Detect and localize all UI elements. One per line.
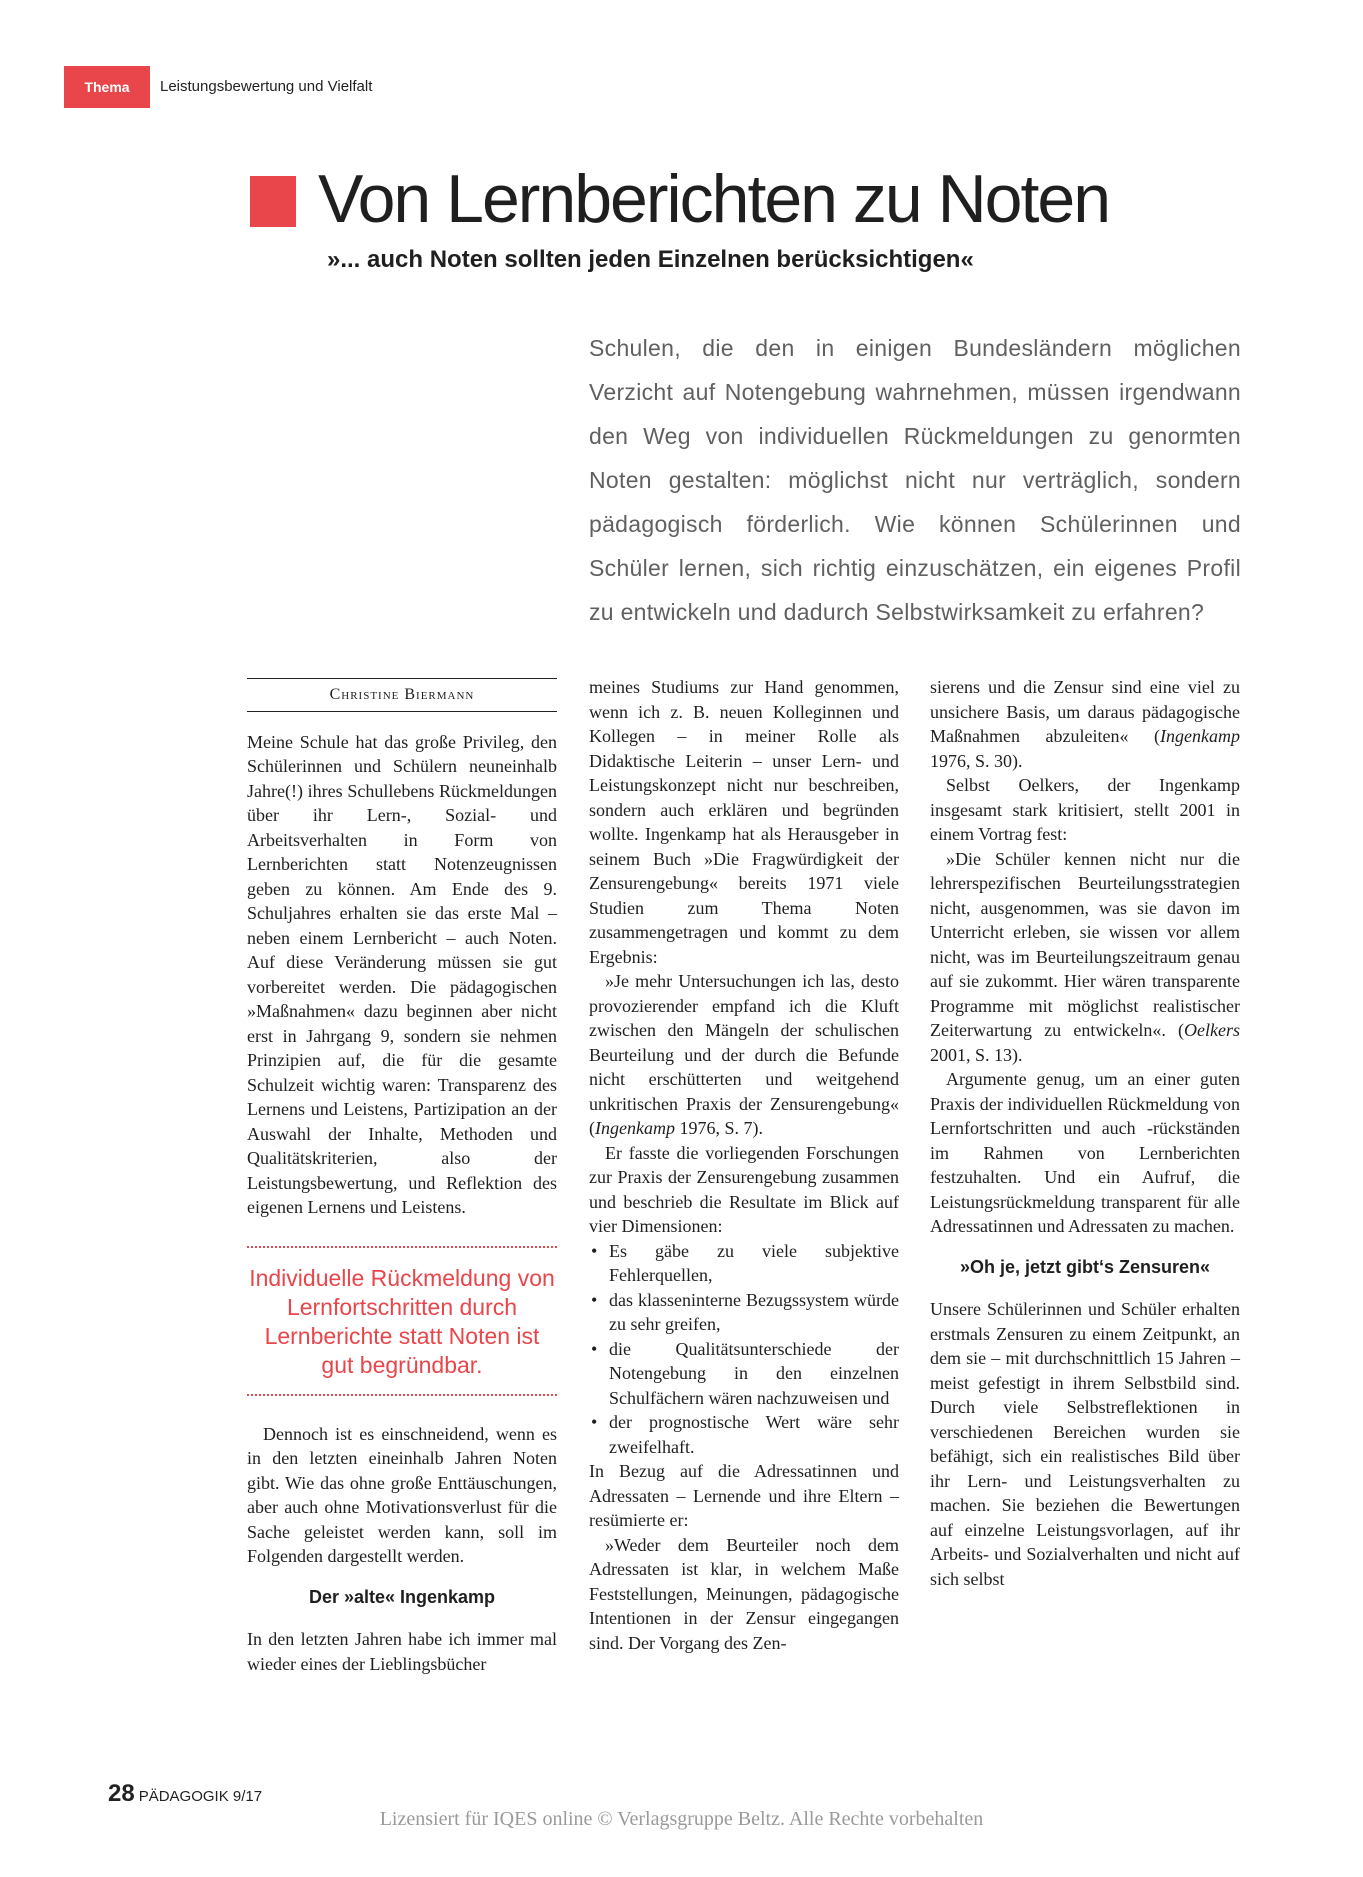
list-item: • die Qualitätsunterschiede der Notengebung in den einzelnen Schulfächern wären nachzuweisen und — [609, 1337, 899, 1411]
list-item: • das klasseninterne Bezugssystem würde zu sehr greifen, — [609, 1288, 899, 1337]
quote-text: »Die Schüler kennen nicht nur die lehrerspezifischen Beurteilungsstrategien nicht, ausgenommen, was sie davon im Unterricht erleben, sie wissen vor allem nicht, was im Beurteilungszeitraum genau auf sie zukommt. Hier wären transparente Programme mit möglichst realistischer Zeiterwartung zu entwickeln«. ( — [930, 848, 1240, 1040]
paragraph: Selbst Oelkers, der Ingenkamp insgesamt stark kritisiert, stellt 2001 in einem Vortrag fest: — [930, 775, 1240, 844]
citation-author: Ingenkamp — [595, 1118, 675, 1138]
citation-author: Oelkers — [1184, 1020, 1240, 1040]
article-title: Von Lernberichten zu Noten — [318, 161, 1110, 237]
column-2 — [589, 675, 899, 1655]
section-subhead: »Oh je, jetzt gibt‘s Zensuren« — [959, 1256, 1211, 1277]
block-quote — [930, 847, 1240, 1068]
article-subtitle: »... auch Noten sollten jeden Einzelnen berücksichtigen« — [327, 246, 974, 273]
paragraph: In den letzten Jahren habe ich immer mal wieder eines der Lieblingsbücher — [247, 1629, 557, 1674]
paragraph: meines Studiums zur Hand genommen, wenn ich z. B. neuen Kolleginnen und Kollegen – in meiner Rolle als Didaktische Leiterin – unser Lern- und Leistungskonzept nicht nur beschreiben, sondern auch erklären und begründen wollte. Ingenkamp hat als Herausgeber in seinem Buch »Die Fragwürdigkeit der Zensurengebung« bereits 1971 viele Studien zum Thema Noten zusammengetragen und kommt zu dem Ergebnis: — [589, 677, 899, 967]
quote-text: sierens und die Zensur sind eine viel zu unsichere Basis, um daraus pädagogische Maßnahmen abzuleiten« ( — [930, 677, 1240, 746]
page-folio — [108, 1780, 262, 1808]
author-byline: Christine Biermann — [247, 678, 557, 712]
page-number: 28 — [108, 1780, 135, 1807]
section-tag: Thema — [64, 66, 150, 108]
citation-ref: 2001, S. 13). — [930, 1044, 1023, 1065]
list-item: • der prognostische Wert wäre sehr zweifelhaft. — [609, 1410, 899, 1459]
paragraph — [930, 675, 1240, 773]
column-3 — [930, 675, 1240, 1591]
citation-author: Ingenkamp — [1160, 726, 1240, 746]
block-quote — [589, 969, 899, 1141]
column-1 — [247, 678, 557, 1676]
paragraph: Unsere Schülerinnen und Schüler erhalten erstmals Zensuren zu einem Zeitpunkt, an dem sie – mit durchschnittlich 15 Jahren – meist gefestigt in ihrem Selbstbild sind. Durch viele Selbstreflektionen in verschiedenen Bereichen wurden sie befähigt, sich ein realistisches Bild über ihr Lern- und Leistungsverhalten zu machen. Sie beziehen die Bewertungen auf einzelne Leistungsvorlagen, auf ihr Arbeits- und Sozialverhalten und nicht auf sich selbst — [930, 1299, 1240, 1589]
quote-text: »Je mehr Untersuchungen ich las, desto provozierender empfand ich die Kluft zwischen den Mängeln der schulischen Beurteilung und der durch die Befunde nicht erschütterten und weitgehend unkritischen Praxis der Zensurengebung« ( — [589, 971, 899, 1138]
list-item: • Es gäbe zu viele subjektive Fehlerquellen, — [609, 1239, 899, 1288]
pull-quote: Individuelle Rückmeldung von Lernfortschritten durch Lernberichte statt Noten ist gut begründbar. — [247, 1246, 557, 1396]
license-notice: Lizensiert für IQES online © Verlagsgruppe Beltz. Alle Rechte vorbehalten — [379, 1808, 984, 1830]
title-square-marker — [250, 176, 296, 227]
section-topic: Leistungsbewertung und Vielfalt — [160, 78, 373, 95]
article-lead: Schulen, die den in einigen Bundesländern möglichen Verzicht auf Notengebung wahrnehmen, müssen irgendwann den Weg von individuellen Rückmeldungen zu genormten Noten gestalten: möglichst nicht nur verträglich, sondern pädagogisch förderlich. Wie können Schülerinnen und Schüler lernen, sich richtig einzuschätzen, ein eigenes Profil zu entwickeln und dadurch Selbstwirksamkeit zu erfahren? — [589, 335, 1241, 625]
citation-ref: 1976, S. 30). — [930, 750, 1023, 771]
magazine-issue: PÄDAGOGIK 9/17 — [138, 1788, 263, 1805]
citation-ref: 1976, S. 7). — [674, 1118, 763, 1138]
paragraph: Meine Schule hat das große Privileg, den Schülerinnen und Schülern neuneinhalb Jahre(!) ihres Schullebens Rückmeldungen über ihr Lern-, Sozial- und Arbeitsverhalten in Form von Lernberichten statt Notenzeugnissen geben zu können. Am Ende des 9. Schuljahres erhalten sie das erste Mal – neben einem Lernbericht – auch Noten. Auf diese Veränderung müssen sie gut vorbereitet werden. Die pädagogischen »Maßnahmen« dazu beginnen aber nicht erst in Jahrgang 9, sondern sie nehmen Prinzipien auf, die für die gesamte Schulzeit wichtig waren: Transparenz des Lernens und Leistens, Partizipation an der Auswahl der Inhalte, Methoden und Qualitätskriterien, also der Leistungsbewertung, und Reflektion des eigenen Lernens und Leistens. — [247, 731, 557, 1217]
paragraph: In Bezug auf die Adressatinnen und Adressaten – Lernende und ihre Eltern – resümierte er: — [589, 1461, 899, 1530]
section-subhead: Der »alte« Ingenkamp — [308, 1586, 496, 1607]
paragraph: Dennoch ist es einschneidend, wenn es in den letzten eineinhalb Jahren Noten gibt. Wie das ohne große Enttäuschungen, aber auch ohne Motivationsverlust für die Sache geleistet werden kann, soll im Folgenden dargestellt werden. — [247, 1423, 557, 1566]
bullet-list — [589, 1239, 899, 1460]
paragraph: Er fasste die vorliegenden Forschungen zur Praxis der Zensurengebung zusammen und beschrieb die Resultate im Blick auf vier Dimensionen: — [589, 1142, 899, 1236]
paragraph: Argumente genug, um an einer guten Praxis der individuellen Rückmeldung von Lernfortschritten und auch -rückständen im Rahmen von Lernberichten festzuhalten. Und ein Aufruf, die Leistungsrückmeldung transparent für alle Adressatinnen und Adressaten zu machen. — [930, 1069, 1240, 1236]
block-quote: »Weder dem Beurteiler noch dem Adressaten ist klar, in welchem Maße Feststellungen, Meinungen, pädagogische Intentionen in der Zensur eingegangen sind. Der Vorgang des Zen- — [589, 1534, 899, 1653]
